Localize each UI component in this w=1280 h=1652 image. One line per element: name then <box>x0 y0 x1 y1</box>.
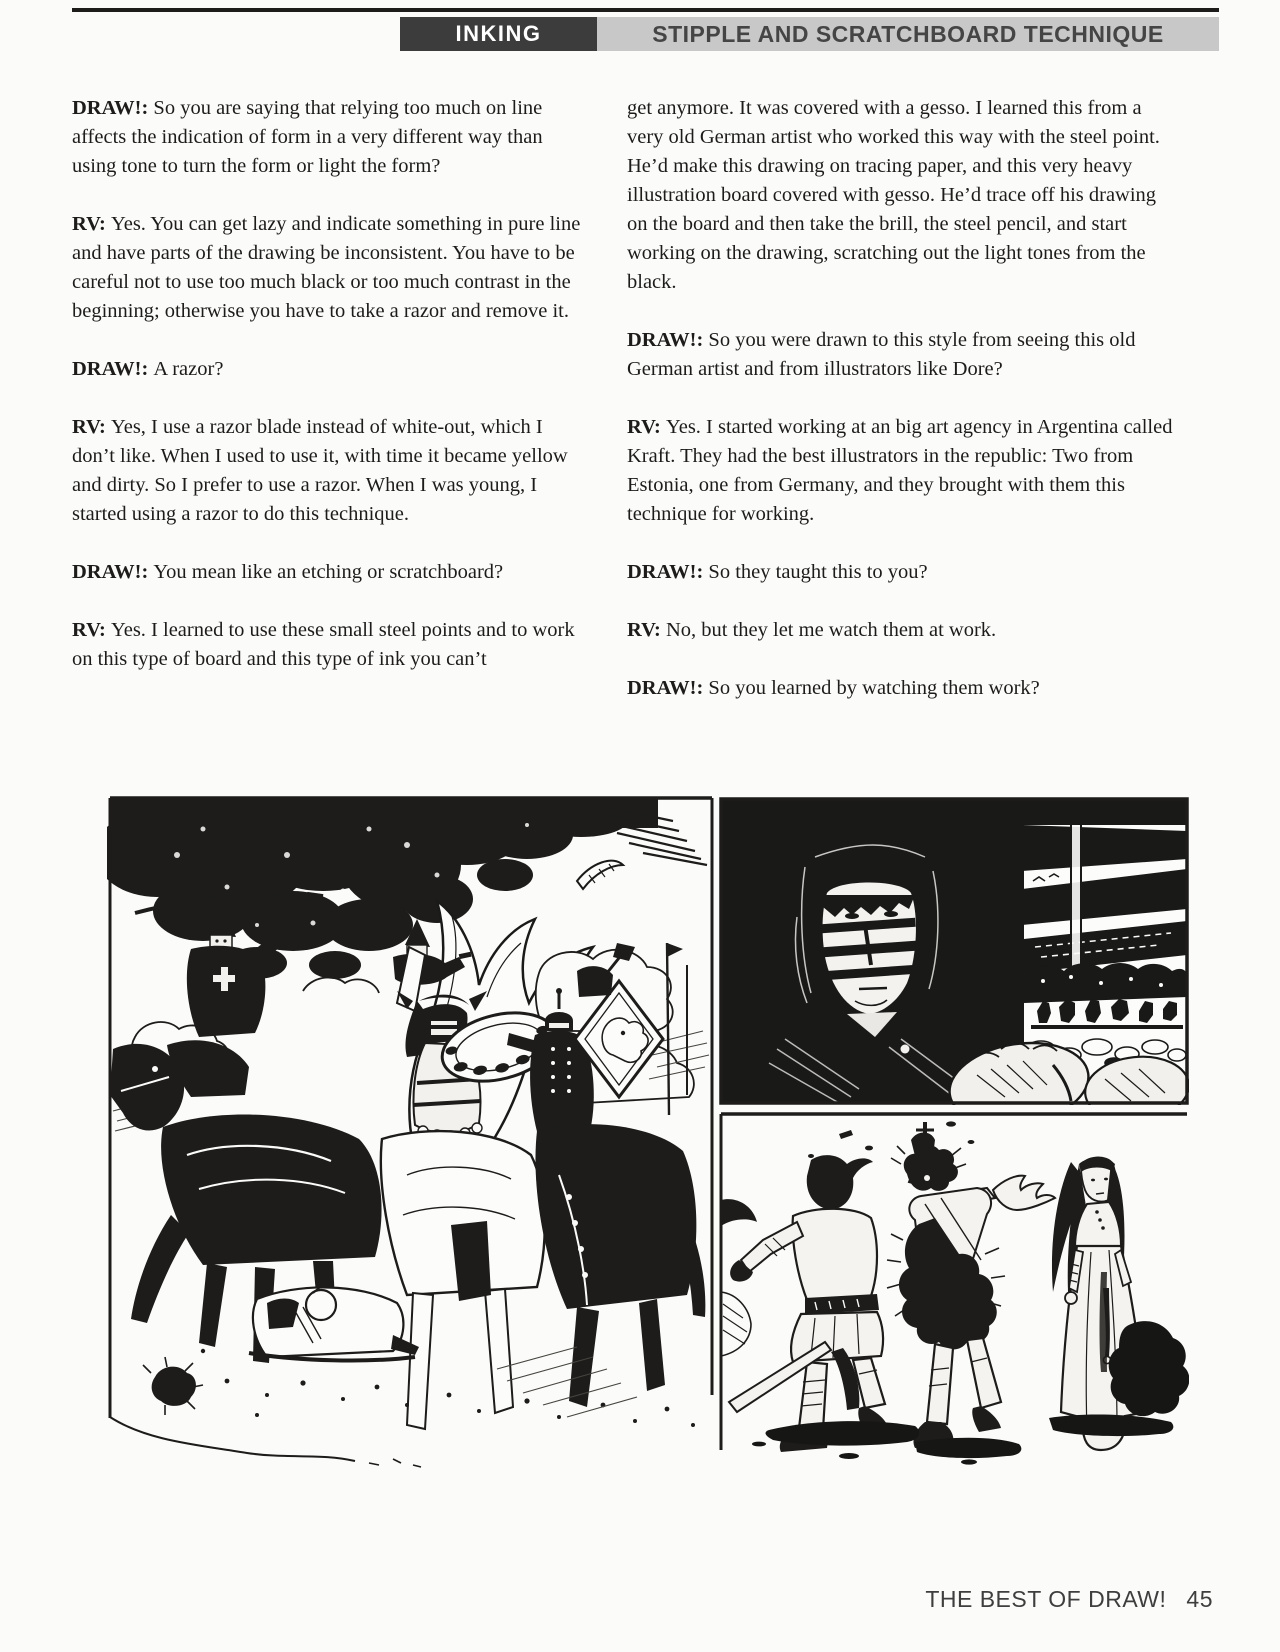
illustration-portrait-panel <box>719 797 1189 1105</box>
speaker-label: DRAW!: <box>72 97 154 119</box>
speaker-label: DRAW!: <box>627 677 709 699</box>
footer-title: THE BEST OF DRAW! <box>925 1586 1167 1612</box>
speaker-label: DRAW!: <box>627 329 709 351</box>
illustration-battle-panel <box>107 795 715 1470</box>
interview-paragraph: RV: Yes. You can get lazy and indicate something in pure line and have parts of the drawing be inconsistent. You have to be careful not to use too much black or too much contrast in the beginning; otherwise you have to take a razor and remove it. <box>72 213 581 322</box>
interview-left-column <box>72 94 588 703</box>
header-title-label: STIPPLE AND SCRATCHBOARD TECHNIQUE <box>652 20 1164 47</box>
speaker-label: RV: <box>627 619 666 641</box>
warrior-back-view <box>729 1155 889 1452</box>
horses <box>131 1115 705 1430</box>
interview-paragraph: RV: Yes, I use a razor blade instead of white-out, which I don’t like. When I used to use it, with time it became yellow and dirty. So I prefer to use a razor. When I was young, I started using a razor to do this technique. <box>72 416 568 525</box>
interview-paragraph: DRAW!: So they taught this to you? <box>627 561 928 583</box>
speaker-label: RV: <box>72 213 111 235</box>
speaker-label: DRAW!: <box>72 358 154 380</box>
interview-paragraph: RV: No, but they let me watch them at work. <box>627 619 997 641</box>
interview-paragraph: DRAW!: So you are saying that relying too much on line affects the indication of form in a very different way than using tone to turn the form or light the form? <box>72 97 543 177</box>
bushes <box>1024 963 1187 1003</box>
speaker-label: RV: <box>72 416 111 438</box>
footer <box>0 1586 1213 1613</box>
interview-paragraph: DRAW!: So you were drawn to this style from seeing this old German artist and from illustrators like Dore? <box>627 329 1136 380</box>
speaker-label: RV: <box>627 416 666 438</box>
ground-details <box>110 1347 695 1467</box>
cast-shadow-blob <box>1109 1321 1189 1416</box>
header-section-label: INKING <box>455 21 542 46</box>
fur-cloak <box>899 1218 997 1350</box>
header-section-box <box>400 17 597 51</box>
fence-rails <box>1022 825 1187 973</box>
speaker-label: RV: <box>72 619 111 641</box>
header-title-box <box>597 17 1219 51</box>
interview-paragraph: RV: Yes. I learned to use these small steel points and to work on this type of board and this type of ink you can’t <box>72 619 575 670</box>
footer-page-number: 45 <box>1186 1586 1213 1612</box>
attacker-with-dagger <box>887 1122 1055 1448</box>
top-rule <box>72 8 1219 12</box>
interview-paragraph: DRAW!: So you learned by watching them work? <box>627 677 1040 699</box>
interview-paragraph: DRAW!: A razor? <box>72 358 224 380</box>
illustration-duel-panel <box>719 1112 1189 1468</box>
interview-paragraph: RV: Yes. I started working at an big art agency in Argentina called Kraft. They had the best illustrators in the republic: Two from Estonia, one from Germany, and they brought with them this technique for working. <box>627 416 1173 525</box>
speaker-label: DRAW!: <box>627 561 709 583</box>
speaker-label: DRAW!: <box>72 561 154 583</box>
interview-paragraph: get anymore. It was covered with a gesso. I learned this from a very old German artist who worked this way with the steel point. He’d make this drawing on tracing paper, and this very heavy illustration board covered with gesso. He’d trace off his drawing on the board and then take the brill, the steel pencil, and start working on the drawing, scratching out the light tones from the black. <box>627 97 1160 293</box>
fallen-soldier <box>249 1283 419 1360</box>
interview-paragraph: DRAW!: You mean like an etching or scratchboard? <box>72 561 504 583</box>
interview-right-column <box>627 94 1180 732</box>
